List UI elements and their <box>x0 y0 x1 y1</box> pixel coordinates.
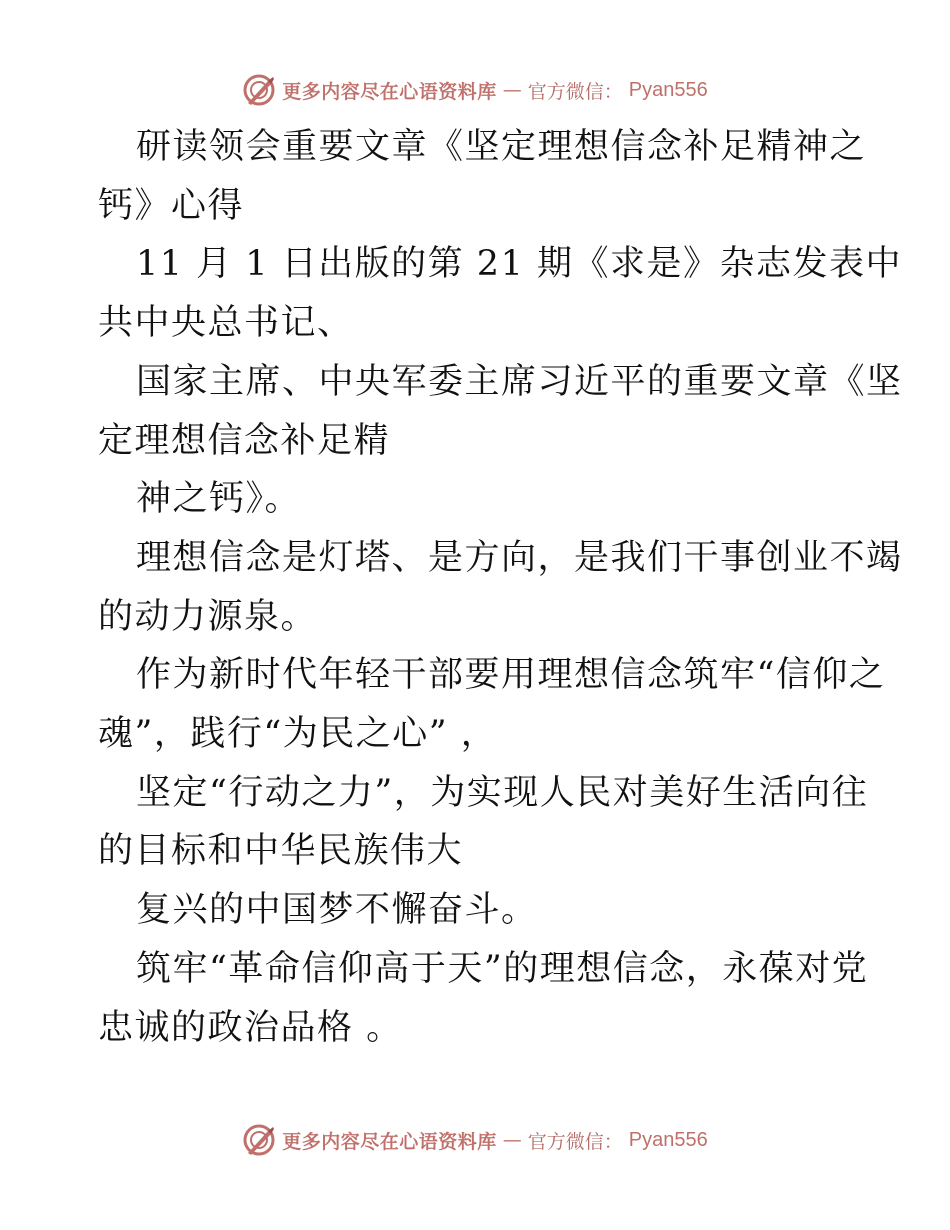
paragraph-line: 11 月 1 日出版的第 21 期《求是》杂志发表中 <box>136 244 902 285</box>
watermark-text: 更多内容尽在心语资料库 <box>282 1130 497 1153</box>
document-body <box>98 118 903 1057</box>
paragraph-line: 神之钙》。 <box>136 479 302 520</box>
paragraph-line: 作为新时代年轻干部要用理想信念筑牢“信仰之 <box>136 655 886 696</box>
header-watermark <box>0 70 950 110</box>
paragraph-line: 共中央总书记、 <box>98 303 354 344</box>
watermark-id: Pyan556 <box>628 1128 708 1151</box>
watermark-label: 官方微信： <box>527 1130 623 1153</box>
pen-logo-icon <box>242 1123 276 1157</box>
watermark-label: 官方微信： <box>527 80 623 103</box>
watermark-text: 更多内容尽在心语资料库 <box>282 80 497 103</box>
paragraph-line: 理想信念是灯塔、是方向，是我们干事创业不竭 <box>136 537 903 578</box>
paragraph-line: 筑牢“革命信仰高于天”的理想信念，永葆对党 <box>136 948 869 989</box>
paragraph-line: 的动力源泉。 <box>98 596 318 637</box>
paragraph-line: 忠诚的政治品格 。 <box>98 1007 403 1048</box>
paragraph-line: 定理想信念补足精 <box>98 420 391 461</box>
watermark-dash: — <box>502 79 522 101</box>
paragraph-line: 坚定“行动之力”，为实现人民对美好生活向往 <box>136 772 869 813</box>
watermark-id: Pyan556 <box>628 78 708 101</box>
paragraph-line: 复兴的中国梦不懈奋斗。 <box>136 890 538 931</box>
title-line-1: 研读领会重要文章《坚定理想信念补足精神之 <box>136 127 867 167</box>
pen-logo-icon <box>242 73 276 107</box>
footer-watermark <box>0 1120 950 1160</box>
paragraph-line: 国家主席、中央军委主席习近平的重要文章《坚 <box>136 361 903 402</box>
paragraph-line: 魂”，践行“为民之心” ， <box>98 714 498 755</box>
watermark-dash: — <box>502 1129 522 1151</box>
title-line-2: 钙》心得 <box>98 185 245 226</box>
paragraph-line: 的目标和中华民族伟大 <box>98 831 464 872</box>
